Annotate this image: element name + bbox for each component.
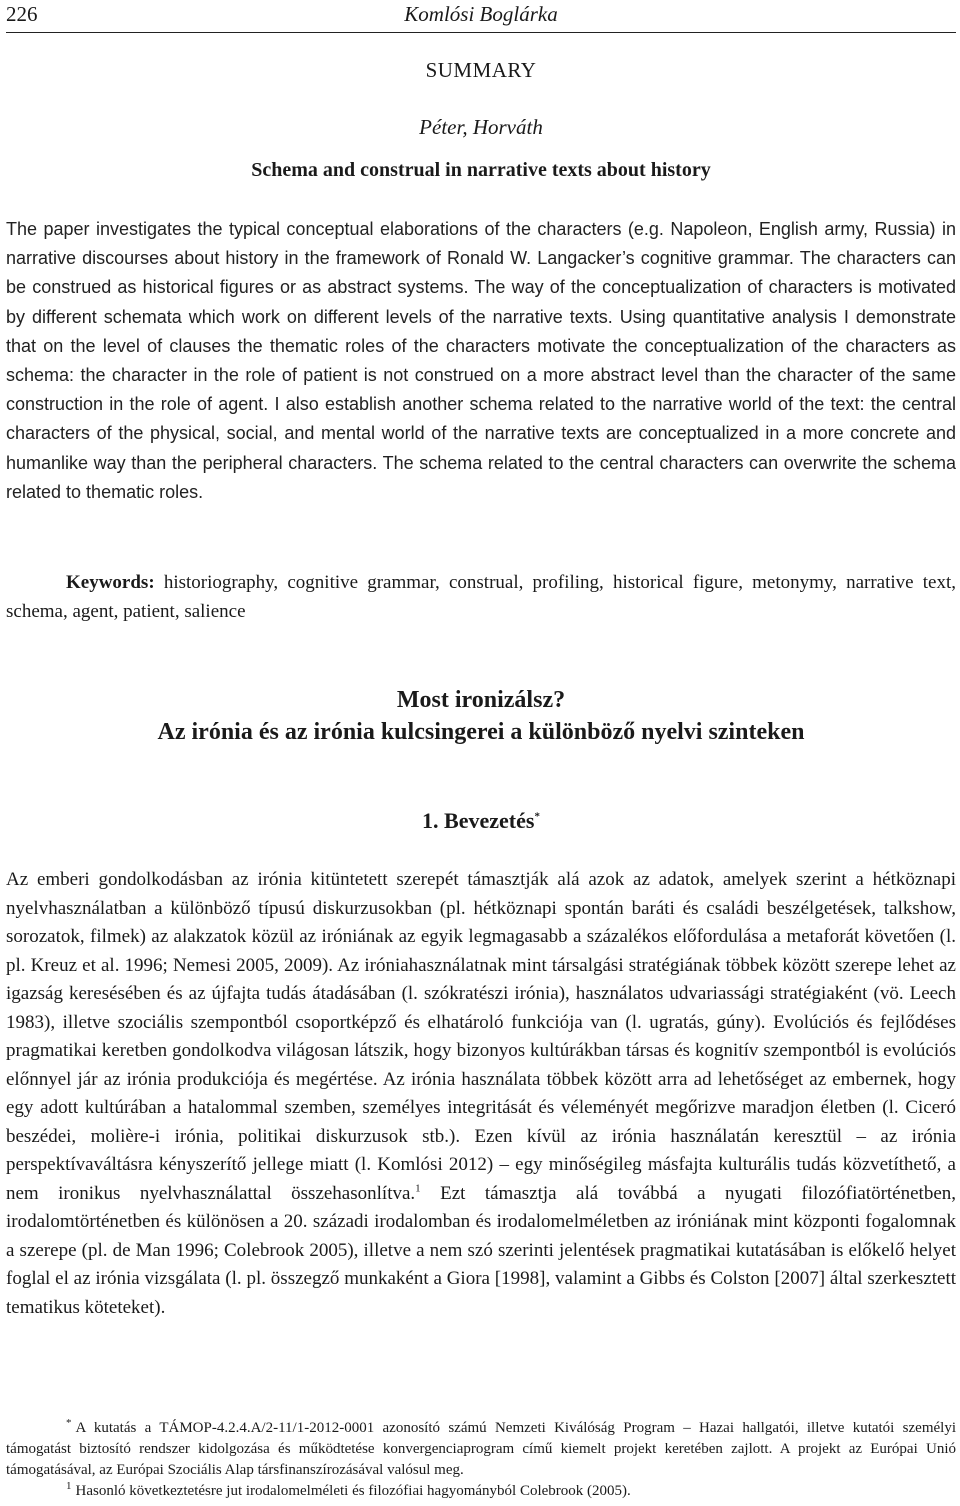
footnote-text: A kutatás a TÁMOP-4.2.4.A/2-11/1-2012-0001 azonosító számú Nemzeti Kiválóság Program – Hazai hallgatói, illetve kutatói személyi támogatást biztosító rendszer kidolgozása és működtetése konvergenciaprogram című kiemelt projekt keretében zajlott. A projekt az Európai Unió támogatásával, az Európai Szociális Alap társfinanszírozásával valósul meg.: [6, 1420, 956, 1478]
article-title: [6, 684, 956, 748]
summary-heading: SUMMARY: [425, 58, 537, 82]
keywords: [6, 568, 956, 626]
header-rule: [6, 32, 956, 33]
abstract-sentence: The way of the conceptualization of characters is motivated by different schemata which work on different levels of the narrative texts.: [6, 277, 956, 327]
running-head-author: Komlósi Boglárka: [404, 2, 558, 26]
running-head: [6, 2, 956, 26]
abstract-sentence: The schema related to the central characters can overwrite the schema related to thematic roles.: [6, 452, 956, 502]
section-heading-text: 1. Bevezetés: [422, 808, 535, 833]
keywords-text: historiography, cognitive grammar, construal, profiling, historical figure, metonymy, narrative text, schema, agent, patient, salience: [6, 572, 957, 622]
footnote-text: Hasonló következtetésre jut irodalomelméleti és filozófiai hagyományból Colebrook (2005).: [75, 1483, 631, 1499]
footnote-ref-1[interactable]: 1: [415, 1182, 421, 1195]
footnote-mark: 1: [66, 1480, 72, 1492]
body-paragraph-part-1: Az emberi gondolkodásban az irónia kitüntetett szerepét támasztják alá azok az adatok, amelyek szerint a hétköznapi nyelvhasználatban a különböző típusú diskurzusokban (pl. hétköznapi spontán baráti és családi beszélgetések, talkshow, sorozatok, filmek) az alakzatok közül az iróniának az egyik legmagasabb a százalékos előfordulása a metaforát követően (l. pl. Kreuz et al. 1996; Nemesi 2005, 2009). Az iróniahasználatnak mint társalgási stratégiának többek között szerepe lehet az igazság keresésében és az újfajta tudás átadásában (l. szókratészi irónia), használatos udvariassági stratégiaként (vö. Leech 1983), illetve szociális szempontból csoportképző és elhatároló funkciója van (l. ugratás, gúny). Evolúciós és fejlődéses pragmatikai keretben gondolkodva világosan látszik, hogy bizonyos kultúrákban társas és kognitív szempontból is evolúciós előnnyel jár az irónia produkciója és megértése. Az irónia használata többek között arra ad lehetőséget az embernek, hogy egy adott kultúrában a hatalommal szemben, személyes integritását és véleményét megőrizve maradjon életben (l. Ciceró beszédei, molière-i irónia, politikai diskurzusok stb.). Ezen kívül az irónia használatán keresztül – az irónia perspektívaváltásra kényszerítő jellege miatt (l. Komlósi 2012) – egy minőségileg másfajta kulturális tudás közvetíthető, a nem ironikus nyelvhasználattal összehasonlítva.: [6, 869, 956, 1204]
article-title-line-1: Most ironizálsz?: [396, 687, 566, 713]
summary-paper-title: Schema and construal in narrative texts about history: [251, 159, 711, 181]
footnotes: [6, 1418, 956, 1502]
abstract-sentence: The characters can be construed as historical figures or as abstract systems.: [6, 248, 956, 298]
page-number: 226: [6, 2, 38, 26]
footnote-mark: *: [66, 1417, 72, 1429]
body-paragraph-part-2: Ezt támasztja alá továbbá a nyugati filozófiatörténetben, irodalomtörténetben és különösen a 20. századi irodalomban és irodalomelméletben az iróniának mint központi fogalomnak a szerepe (pl. de Man 1996; Colebrook 2005), illetve a nem szó szerinti jelentések pragmatikai kutatásában is előkelő helyet foglal el az irónia vizsgálata (l. pl. összegző munkaként a Giora [1998], valamint a Gibbs és Colston [2007] által szerkesztett tematikus köteteket).: [6, 1182, 957, 1318]
keywords-label: Keywords:: [66, 572, 155, 593]
abstract-sentence: Using quantitative analysis I demonstrate that on the level of clauses the thematic roles of the characters motivate the conceptualization of the characters as schema: the character in the role of patient is not construed on a more abstract level than the character of the same construction in the role of agent.: [6, 306, 956, 415]
article-title-line-2: Az irónia és az irónia kulcsingerei a különböző nyelvi szinteken: [157, 719, 805, 745]
abstract-sentence: The paper investigates the typical conceptual elaborations of the characters (e.g. Napoleon, English army, Russia) in narrative discourses about history in the framework of Ronald W. Langacker’s cognitive grammar.: [6, 219, 956, 269]
summary-abstract: [6, 215, 956, 507]
abstract-sentence: I also establish another schema related to the narrative world of the text: the central characters of the physical, social, and mental world of the narrative texts are conceptualized in a more concrete and humanlike way than the peripheral characters.: [6, 394, 956, 473]
body-paragraph: [6, 866, 956, 1322]
summary-author: Péter, Horváth: [419, 115, 543, 139]
footnote-star: [6, 1418, 956, 1481]
document-page: [6, 0, 957, 1499]
footnote-ref-star[interactable]: *: [534, 810, 540, 823]
footnote-1: [6, 1481, 956, 1502]
section-heading: [6, 808, 956, 834]
